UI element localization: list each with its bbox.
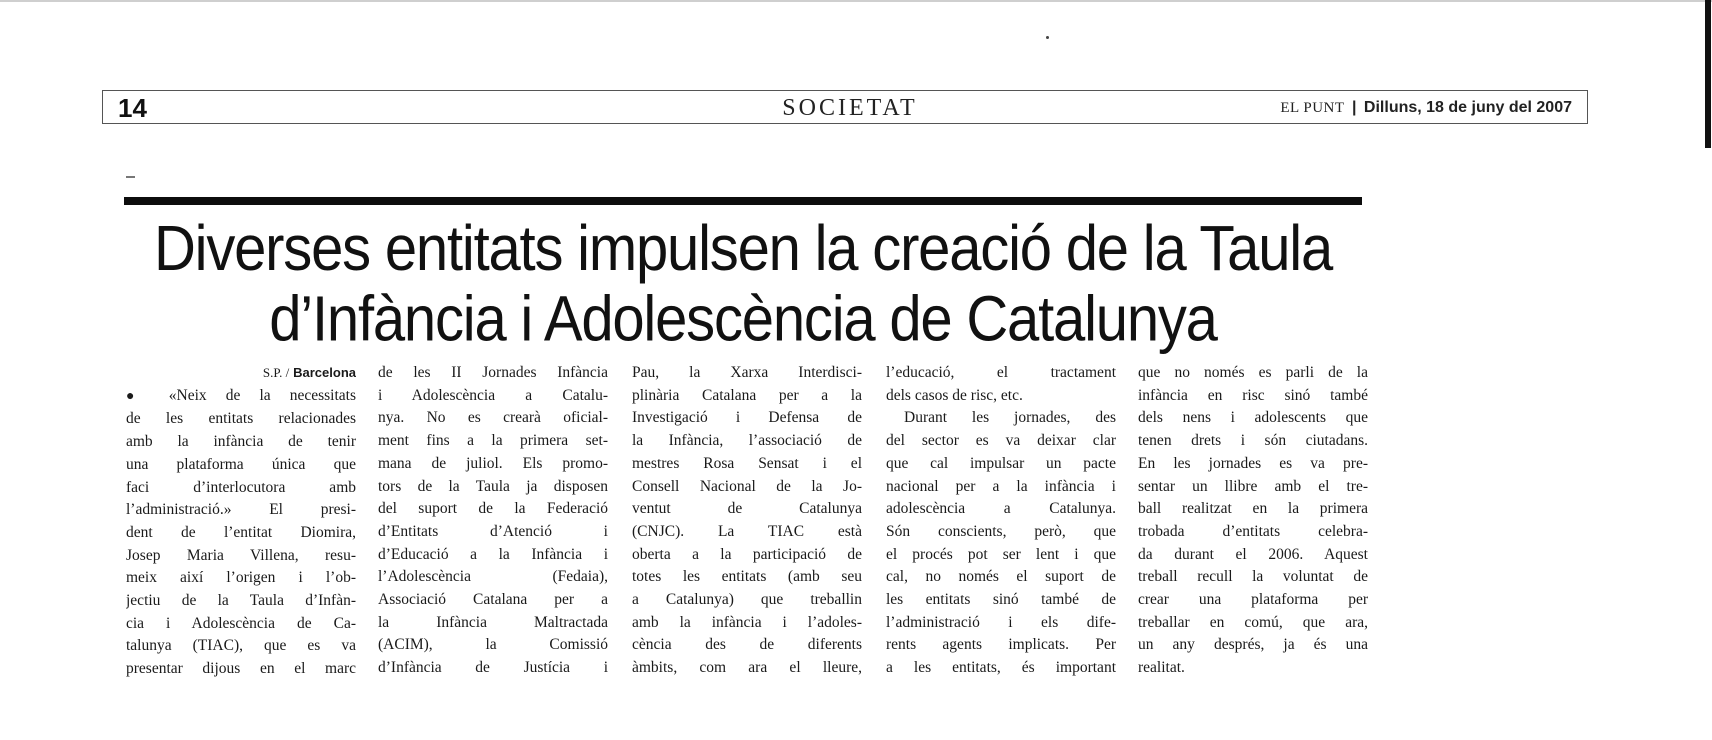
column-line: infància en risc sinó també bbox=[1138, 386, 1368, 404]
column-line: rents agents implicats. Per bbox=[886, 636, 1116, 654]
column-line: de les entitats relacionades bbox=[126, 410, 356, 428]
column-line: l’administració.» El presi- bbox=[126, 501, 356, 519]
column-line: mestres Rosa Sensat i el bbox=[632, 454, 862, 472]
issue-date: Dilluns, 18 de juny del 2007 bbox=[1363, 99, 1572, 116]
column-line: amb la infància de tenir bbox=[126, 433, 356, 451]
column-line: ball realitzat en la primera bbox=[1138, 500, 1368, 518]
article-column-5 bbox=[1138, 362, 1368, 680]
headline-rule bbox=[124, 197, 1362, 205]
column-line: d’Entitats d’Atenció i bbox=[378, 522, 608, 540]
column-line: ventut de Catalunya bbox=[632, 500, 862, 518]
column-line: mana de juliol. Els promo- bbox=[378, 454, 608, 472]
byline-place: Barcelona bbox=[293, 365, 356, 380]
column-line: dent de l’entitat Diomira, bbox=[126, 523, 356, 541]
article-column-3 bbox=[632, 362, 862, 680]
masthead bbox=[1280, 99, 1572, 117]
column-line: que no només es parli de la bbox=[1138, 364, 1368, 381]
column-line: Associació Catalana per a bbox=[378, 591, 608, 609]
column-line: (ACIM), la Comissió bbox=[378, 636, 608, 654]
column-line: dels nens i adolescents que bbox=[1138, 409, 1368, 427]
masthead-separator: | bbox=[1351, 99, 1357, 116]
column-line: l’Adolescència (Fedaia), bbox=[378, 568, 608, 586]
column-line: àmbits, com ara el lleure, bbox=[632, 659, 862, 677]
column-line: presentar dijous en el marc bbox=[126, 660, 356, 678]
column-line: Josep Maria Villena, resu- bbox=[126, 546, 356, 564]
column-line: cència des de diferents bbox=[632, 636, 862, 654]
column-line: sentar un llibre amb el tre- bbox=[1138, 477, 1368, 495]
page-number: 14 bbox=[118, 93, 147, 123]
column-line: En les jornades es va pre- bbox=[1138, 454, 1368, 472]
column-line: cia i Adolescència de Ca- bbox=[126, 614, 356, 632]
column-line: Són conscients, però, que bbox=[886, 522, 1116, 540]
column-line: ment fins a la primera set- bbox=[378, 432, 608, 450]
column-line: i Adolescència a Catalu- bbox=[378, 386, 608, 404]
small-rule-mark bbox=[126, 176, 135, 178]
column-line: del sector es va deixar clar bbox=[886, 432, 1116, 450]
column-line: d’Infància de Justícia i bbox=[378, 659, 608, 677]
column-line: realitat. bbox=[1138, 659, 1185, 677]
column-line: totes les entitats (amb seu bbox=[632, 568, 862, 586]
column-line: l’administració i els dife- bbox=[886, 613, 1116, 631]
article-column-4 bbox=[886, 362, 1116, 680]
section-title: SOCIETAT bbox=[782, 95, 918, 121]
byline bbox=[126, 362, 356, 385]
column-line: el procés pot ser lent i que bbox=[886, 545, 1116, 563]
column-line: a les entitats, és important bbox=[886, 659, 1116, 677]
column-line: Pau, la Xarxa Interdisci- bbox=[632, 364, 862, 381]
scan-speck bbox=[1046, 36, 1049, 39]
column-line: nya. No es crearà oficial- bbox=[378, 409, 608, 427]
column-line: crear una plataforma per bbox=[1138, 591, 1368, 609]
column-line: (CNJC). La TIAC està bbox=[632, 522, 862, 540]
column-line: un any després, ja és una bbox=[1138, 636, 1368, 654]
column-line: a Catalunya) que treballin bbox=[632, 591, 862, 609]
column-line: trobada d’entitats celebra- bbox=[1138, 522, 1368, 540]
article-column-2 bbox=[378, 362, 608, 680]
column-line: Durant les jornades, des bbox=[904, 409, 1116, 427]
column-line: plinària Catalana per a la bbox=[632, 386, 862, 404]
publication-name: EL PUNT bbox=[1280, 100, 1345, 116]
column-line: tenen drets i són ciutadans. bbox=[1138, 432, 1368, 450]
column-line: treballar en comú, que ara, bbox=[1138, 613, 1368, 631]
column-line: la Infància Maltractada bbox=[378, 613, 608, 631]
column-line: da durant el 2006. Aquest bbox=[1138, 545, 1368, 563]
column-line: Consell Nacional de la Jo- bbox=[632, 477, 862, 495]
column-line: adolescència a Catalunya. bbox=[886, 500, 1116, 518]
column-line: nacional per a la infància i bbox=[886, 477, 1116, 495]
headline-line-2: d’Infància i Adolescència de Catalunya bbox=[269, 283, 1217, 355]
column-line: Investigació i Defensa de bbox=[632, 409, 862, 427]
column-line: de les II Jornades Infància bbox=[378, 364, 608, 381]
bullet-icon: ● bbox=[126, 388, 150, 404]
column-line: treball recull la voluntat de bbox=[1138, 568, 1368, 586]
column-line: ● «Neix de la necessitats bbox=[126, 386, 356, 404]
column-line: del suport de la Federació bbox=[378, 500, 608, 518]
column-line: talunya (TIAC), que es va bbox=[126, 637, 356, 655]
column-line: la Infància, l’associació de bbox=[632, 432, 862, 450]
column-line: una plataforma única que bbox=[126, 455, 356, 473]
column-line: faci d’interlocutora amb bbox=[126, 478, 356, 496]
article-column-1 bbox=[126, 362, 356, 681]
column-line: amb la infància i l’adoles- bbox=[632, 613, 862, 631]
column-line: les entitats sinó també de bbox=[886, 591, 1116, 609]
article-headline bbox=[124, 214, 1362, 355]
scan-right-edge-bar bbox=[1705, 0, 1711, 148]
column-line: jectiu de la Taula d’Infàn- bbox=[126, 592, 356, 610]
scan-top-edge bbox=[0, 0, 1712, 2]
headline-line-1: Diverses entitats impulsen la creació de la Taula bbox=[153, 212, 1333, 285]
column-line: que cal impulsar un pacte bbox=[886, 454, 1116, 472]
column-line: oberta a la participació de bbox=[632, 545, 862, 563]
column-line: cal, no només el suport de bbox=[886, 568, 1116, 586]
column-line: meix així l’origen i l’ob- bbox=[126, 569, 356, 587]
column-line: tors de la Taula ja disposen bbox=[378, 477, 608, 495]
column-line: d’Educació a la Infància i bbox=[378, 545, 608, 563]
byline-author: S.P. / bbox=[262, 365, 290, 380]
column-line: l’educació, el tractament bbox=[886, 364, 1116, 381]
column-line: dels casos de risc, etc. bbox=[886, 386, 1023, 404]
